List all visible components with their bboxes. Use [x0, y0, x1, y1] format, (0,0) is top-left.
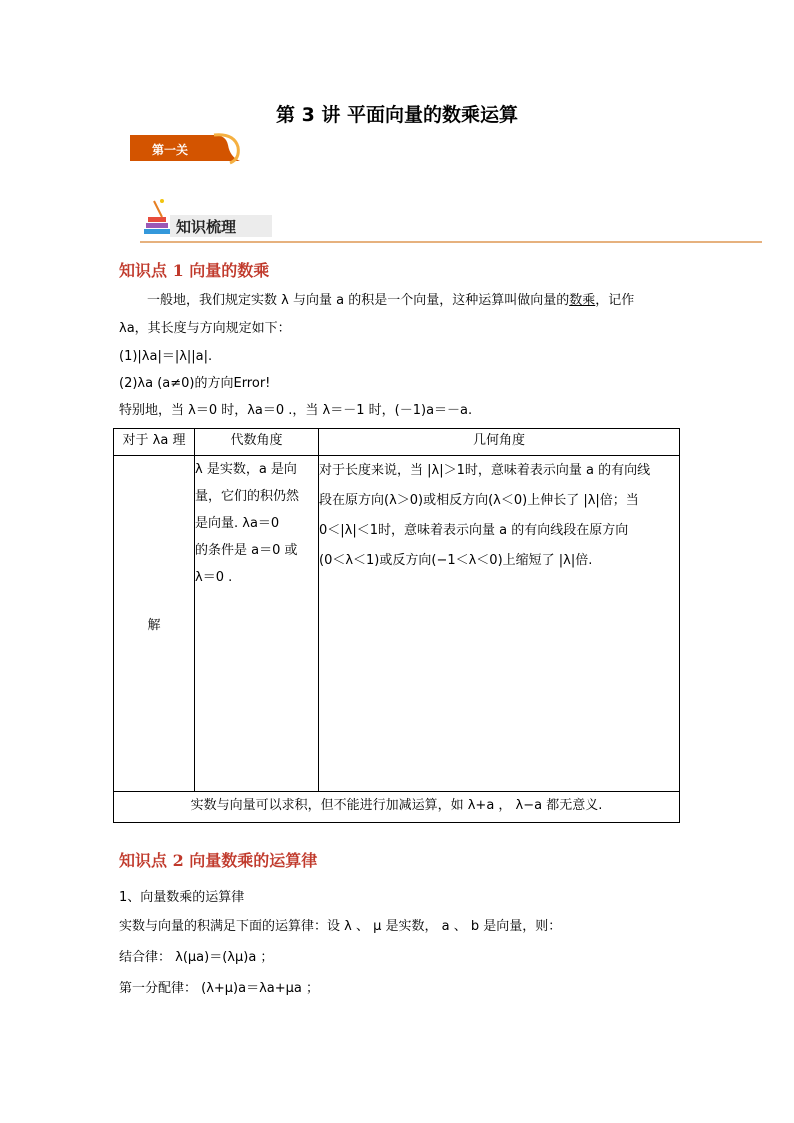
- col3-header: 几何角度: [319, 429, 680, 456]
- intro-line-2: λa，其长度与方向规定如下：: [119, 321, 291, 336]
- rule-2: (2)λa (a≠0)的方向Error!: [119, 376, 271, 391]
- section-divider: [140, 241, 762, 243]
- rule-1: (1)|λa|＝|λ||a|.: [119, 349, 213, 364]
- law-intro: 实数与向量的积满足下面的运算律：设 λ 、 μ 是实数， a 、 b 是向量，则：: [119, 919, 562, 934]
- first-distributive-law: 第一分配律： (λ+μ)a＝λa+μa ；: [119, 981, 320, 996]
- geometry-line: 对于长度来说，当 |λ|＞1时，意味着表示向量 a 的有向线: [319, 463, 651, 478]
- intro-line-1-text: 一般地，我们规定实数 λ 与向量 a 的积是一个向量，这种运算叫做向量的: [147, 293, 570, 308]
- intro-line-1-end: ，记作: [595, 293, 635, 308]
- algebra-cell: [195, 456, 319, 792]
- understanding-table: [113, 428, 680, 823]
- section-badge-text: 知识梳理: [176, 218, 237, 236]
- algebra-line: λ 是实数，a 是向: [195, 462, 297, 477]
- col2-header: 代数角度: [195, 429, 319, 456]
- algebra-line: 的条件是 a＝0 或: [195, 543, 298, 558]
- geometry-line: (0＜λ＜1)或反方向(−1＜λ＜0)上缩短了 |λ|倍.: [319, 553, 593, 568]
- level-one-badge: [130, 131, 242, 165]
- algebra-line: 量，它们的积仍然: [195, 489, 300, 504]
- algebra-line: λ＝0 .: [195, 570, 233, 585]
- intro-term-scalar-mult: 数乘: [569, 293, 596, 308]
- associative-law: 结合律： λ(μa)＝(λμ)a ；: [119, 950, 274, 965]
- geometry-cell: [319, 456, 680, 792]
- intro-line-1: [147, 292, 634, 310]
- page-title: 第 3 讲 平面向量的数乘运算: [275, 104, 519, 126]
- algebra-line: 是向量. λa＝0: [195, 516, 280, 531]
- col1-label: 解: [114, 456, 195, 792]
- col1-header: 对于 λa 理: [114, 429, 195, 456]
- table-footer: 实数与向量可以求积，但不能进行加减运算，如 λ+a ， λ−a 都无意义.: [114, 792, 680, 823]
- special-case: 特别地，当 λ＝0 时，λa＝0 .，当 λ＝－1 时，(－1)a＝－a.: [119, 403, 473, 418]
- subheading-operation-laws: 1、向量数乘的运算律: [119, 890, 245, 905]
- knowledge-point-1-title: 知识点 1 向量的数乘: [119, 261, 270, 280]
- geometry-line: 0＜|λ|＜1时，意味着表示向量 a 的有向线段在原方向: [319, 523, 629, 538]
- knowledge-point-2-title: 知识点 2 向量数乘的运算律: [119, 851, 318, 870]
- geometry-line: 段在原方向(λ＞0)或相反方向(λ＜0)上伸长了 |λ|倍；当: [319, 493, 639, 508]
- level-one-text: 第一关: [152, 143, 189, 157]
- section-badge: [140, 197, 280, 241]
